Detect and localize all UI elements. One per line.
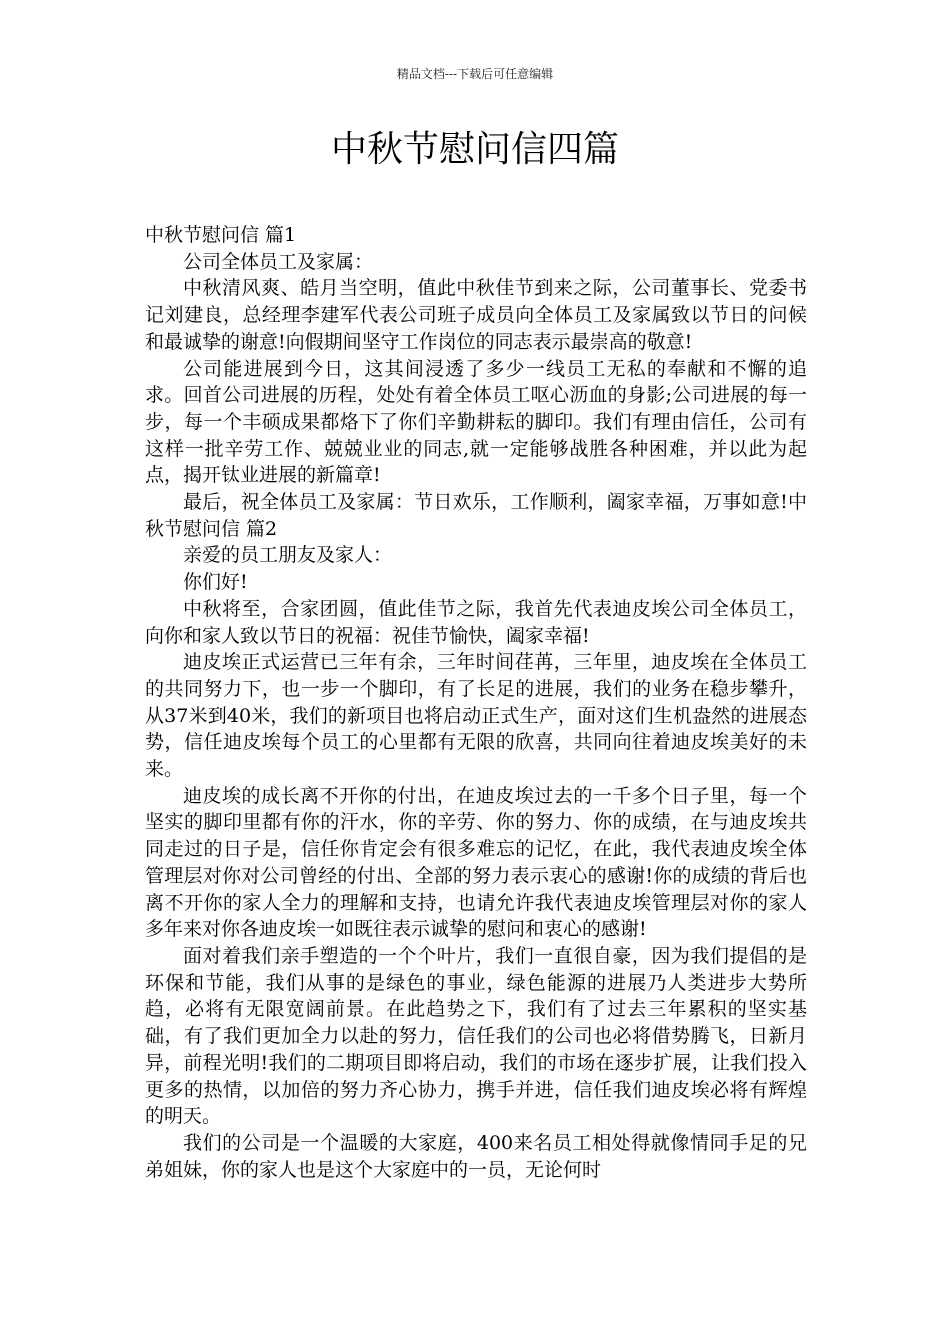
paragraph: 中秋节慰问信 篇1 xyxy=(145,224,297,246)
paragraph: 我们的公司是一个温暖的大家庭，400来名员工相处得就像情同手足的兄弟姐妹，你的家人也是这个大家庭中的一员，无论何时 xyxy=(145,1131,807,1181)
paragraph: 迪皮埃的成长离不开你的付出，在迪皮埃过去的一千多个日子里，每一个坚实的脚印里都有你的汗水，你的辛劳、你的努力、你的成绩，在与迪皮埃共同走过的日子是，信任你肯定会有很多难忘的记忆，在此，我代表迪皮埃全体管理层对你对公司曾经的付出、全部的努力表示衷心的感谢!你的成绩的背后也离不开你的家人全力的理解和支持，也请允许我代表迪皮埃管理层对你的家人多年来对你各迪皮埃一如既往表示诚挚的慰问和衷心的感谢! xyxy=(145,784,807,941)
paragraph: 最后，祝全体员工及家属：节日欢乐，工作顺利，阖家幸福，万事如意!中秋节慰问信 篇2 xyxy=(145,491,807,540)
paragraph: 公司能进展到今日，这其间浸透了多少一线员工无私的奉献和不懈的追求。回首公司进展的历程，处处有着全体员工呕心沥血的身影;公司进展的每一步，每一个丰硕成果都烙下了你们辛勤耕耘的脚印。我们有理由信任，公司有这样一批辛劳工作、兢兢业业的同志,就一定能够战胜各种困难，并以此为起点，揭开钛业进展的新篇章! xyxy=(145,357,807,487)
paragraph: 亲爱的员工朋友及家人： xyxy=(183,544,393,567)
paragraph: 面对着我们亲手塑造的一个个叶片，我们一直很自豪，因为我们提倡的是环保和节能，我们从事的是绿色的事业，绿色能源的进展乃人类进步大势所趋，必将有无限宽阔前景。在此趋势之下，我们有了过去三年累积的坚实基础，有了我们更加全力以赴的努力，信任我们的公司也必将借势腾飞，日新月异，前程光明!我们的二期项目即将启动，我们的市场在逐步扩展，让我们投入更多的热情，以加倍的努力齐心协力，携手并进，信任我们迪皮埃必将有辉煌的明天。 xyxy=(145,944,807,1128)
paragraph: 你们好! xyxy=(183,571,248,594)
paragraph: 公司全体员工及家属： xyxy=(183,250,374,273)
paragraph: 迪皮埃正式运营已三年有余，三年时间荏苒，三年里，迪皮埃在全体员工的共同努力下，也一步一个脚印，有了长足的进展，我们的业务在稳步攀升，从37米到40米，我们的新项目也将启动正式生产，面对这们生机盎然的进展态势，信任迪皮埃每个员工的心里都有无限的欣喜，共同向往着迪皮埃美好的未来。 xyxy=(145,651,807,781)
paragraph: 中秋将至，合家团圆，值此佳节之际，我首先代表迪皮埃公司全体员工，向你和家人致以节日的祝福：祝佳节愉快，阖家幸福! xyxy=(145,597,807,647)
paragraph: 中秋清风爽、皓月当空明，值此中秋佳节到来之际，公司董事长、党委书记刘建良，总经理李建军代表公司班子成员向全体员工及家属致以节日的问候和最诚挚的谢意!向假期间坚守工作岗位的同志表示最崇高的敬意! xyxy=(145,277,807,353)
page-title: 中秋节慰问信四篇 xyxy=(330,129,619,170)
header-note: 精品文档---下载后可任意编辑 xyxy=(396,67,554,81)
document-body xyxy=(145,222,807,1183)
